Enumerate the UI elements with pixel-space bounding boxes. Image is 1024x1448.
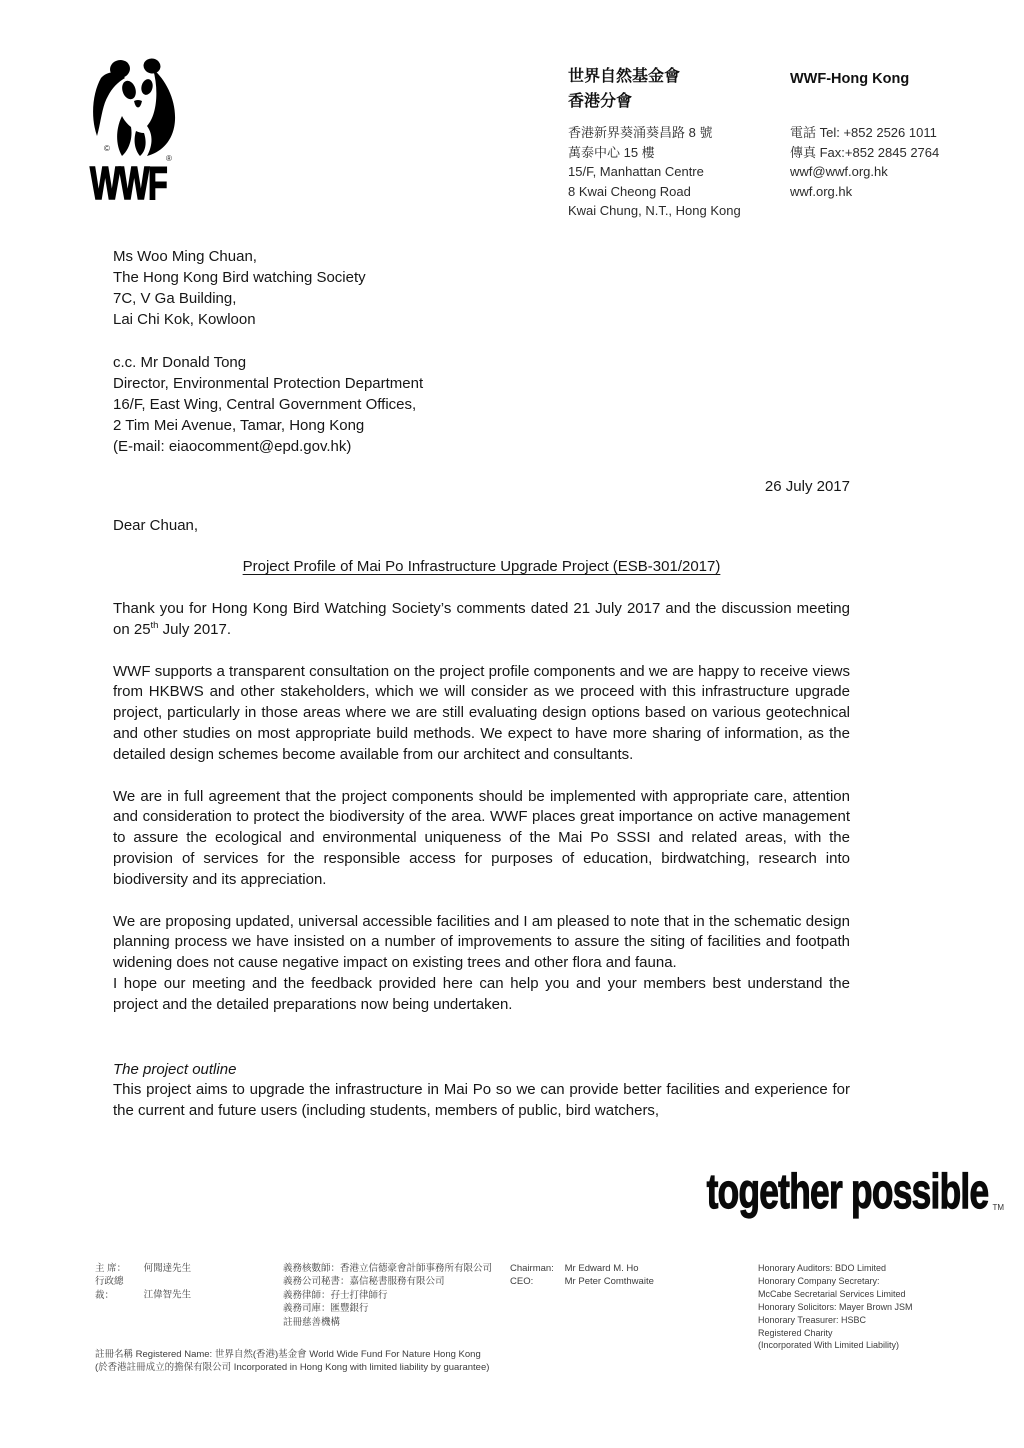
footer-row — [95, 1275, 191, 1302]
address-line: 萬泰中心 15 樓 — [568, 144, 655, 160]
cc-line: c.c. Mr Donald Tong — [113, 354, 247, 371]
cc-line: (E-mail: eiaocomment@epd.gov.hk) — [113, 438, 352, 455]
address-line: 香港新界葵涌葵昌路 8 號 — [568, 125, 713, 140]
org-name-chinese — [568, 64, 680, 114]
wwf-logo — [88, 58, 208, 208]
footer-line: 義務核數師：香港立信德豪會計師事務所有限公司 — [283, 1263, 493, 1274]
paragraph-text: We are proposing updated, universal accessible facilities and I am pleased to note that in the schematic design planning process we have insisted on a number of improvements to assure the siting of facilities and footpath widening does not cause negative impact on existing trees and other flora and fauna. — [113, 912, 850, 972]
wwf-panda-icon — [88, 58, 180, 158]
footer-value: Mr Peter Comthwaite — [564, 1276, 654, 1288]
ordinal-superscript: th — [150, 619, 159, 631]
footer-label: CEO: — [510, 1276, 534, 1288]
footer-line: 義務律師：孖士打律師行 — [283, 1289, 388, 1301]
recipient-line: Lai Chi Kok, Kowloon — [113, 311, 256, 328]
recipient-line: Ms Woo Ming Chuan, — [113, 248, 257, 265]
footer-line: 註冊慈善機構 — [283, 1316, 341, 1328]
footer-line: 義務公司秘書：嘉信秘書服務有限公司 — [283, 1276, 445, 1288]
org-name-english: WWF-Hong Kong — [790, 71, 910, 87]
footer-label: 行政總裁： — [95, 1276, 124, 1301]
footer-line: Honorary Company Secretary: — [758, 1275, 880, 1286]
registered-name-line: 註冊名稱 Registered Name: 世界自然(香港)基金會 World Wide Fund For Nature Hong Kong — [95, 1349, 481, 1360]
footer-label: Chairman: — [510, 1263, 554, 1274]
recipient-block — [113, 246, 366, 330]
footer-value: 江偉智先生 — [143, 1289, 192, 1301]
footer-line: McCabe Secretarial Services Limited — [758, 1288, 906, 1299]
tagline-text: together possible — [706, 1165, 989, 1219]
footer-line: (Incorporated With Limited Liability) — [758, 1340, 900, 1351]
address-line: 8 Kwai Cheong Road — [568, 183, 691, 199]
tagline — [400, 1164, 1004, 1220]
footer-honorary-english — [758, 1262, 913, 1352]
paragraph-text: July 2017. — [158, 620, 232, 638]
cc-block — [113, 352, 423, 457]
paragraph-text: I hope our meeting and the feedback provided here can help you and your members best understand the project and the detailed preparations now being undertaken. — [113, 974, 850, 1013]
paragraph-facilities — [113, 912, 850, 1016]
address-line: Kwai Chung, N.T., Hong Kong — [568, 203, 741, 218]
footer-label: 主 席： — [95, 1263, 127, 1274]
wwf-logo-text: WWF — [90, 157, 167, 209]
org-name-zh-line1: 世界自然基金會 — [568, 68, 681, 85]
footer-line: Honorary Treasurer: HSBC — [758, 1314, 867, 1325]
footer-line: Honorary Auditors: BDO Limited — [758, 1263, 887, 1273]
registered-mark: ® — [166, 154, 172, 163]
paragraph-thanks — [113, 599, 850, 641]
recipient-line: 7C, V Ga Building, — [113, 290, 237, 307]
paragraph-text: Thank you for Hong Kong Bird Watching Society’s comments dated 21 July 2017 and the discussion meeting on 25 — [113, 600, 850, 638]
registered-name-block — [95, 1349, 489, 1374]
footer-services-chinese — [283, 1262, 492, 1329]
org-name-zh-line2: 香港分會 — [568, 93, 633, 110]
footer-line: Honorary Solicitors: Mayer Brown JSM — [758, 1301, 913, 1312]
cc-line: 16/F, East Wing, Central Government Offices, — [113, 396, 417, 413]
footer-value: Mr Edward M. Ho — [564, 1263, 639, 1274]
footer-row — [95, 1262, 191, 1275]
org-address — [568, 123, 741, 221]
org-contact — [790, 123, 939, 201]
address-line: 15/F, Manhattan Centre — [568, 164, 704, 179]
section-heading-project-outline: The project outline — [113, 1060, 237, 1078]
cc-line: Director, Environmental Protection Department — [113, 375, 424, 392]
paragraph-project-aims: This project aims to upgrade the infrastructure in Mai Po so we can provide better facilities and experience for the current and future users (including students, members of public, bird watchers, — [113, 1081, 850, 1120]
paragraph-agreement: We are in full agreement that the project components should be implemented with appropriate care, attention and consideration to protect the biodiversity of the area. WWF places great importance on active management to assure the ecological and environmental uniqueness of the Mai Po SSSI and related areas, with the provision of services for the responsible access for purposes of education, birdwatching, research into biodiversity and its appreciation. — [113, 787, 850, 888]
fax-line: 傳真 Fax:+852 2845 2764 — [790, 144, 940, 160]
registered-name-line: (於香港註冊成立的擔保有限公司 Incorporated in Hong Kong with limited liability by guarantee) — [95, 1361, 490, 1373]
email-line: wwf@wwf.org.hk — [790, 164, 888, 179]
recipient-line: The Hong Kong Bird watching Society — [113, 269, 366, 286]
cc-line: 2 Tim Mei Avenue, Tamar, Hong Kong — [113, 417, 365, 434]
website-line: wwf.org.hk — [790, 183, 853, 199]
footer-line: Registered Charity — [758, 1327, 833, 1338]
trademark-mark: TM — [992, 1203, 1004, 1212]
salutation: Dear Chuan, — [113, 517, 199, 534]
letter-date: 26 July 2017 — [764, 478, 850, 495]
copyright-mark: © — [104, 144, 110, 153]
footer-row — [510, 1262, 654, 1275]
footer-value: 何聞達先生 — [143, 1263, 192, 1274]
footer-line: 義務司庫：匯豐銀行 — [283, 1303, 369, 1315]
letter-body — [113, 599, 850, 1122]
footer-officers-chinese — [95, 1262, 191, 1302]
footer-row — [510, 1275, 654, 1288]
subject-line: Project Profile of Mai Po Infrastructure Upgrade Project (ESB-301/2017) — [242, 558, 721, 575]
footer-officers-english — [510, 1262, 654, 1289]
phone-line: 電話 Tel: +852 2526 1011 — [790, 125, 937, 140]
paragraph-consultation: WWF supports a transparent consultation on the project profile components and we are happy to receive views from HKBWS and other stakeholders, which we will consider as we proceed with this infrastructure upgrade project, particularly in those areas where we are still evaluating design options based on various geotechnical and other studies on most appropriate build methods. We expect to have more sharing of information, as the detailed design schemes become available from our architect and consultants. — [113, 662, 850, 763]
